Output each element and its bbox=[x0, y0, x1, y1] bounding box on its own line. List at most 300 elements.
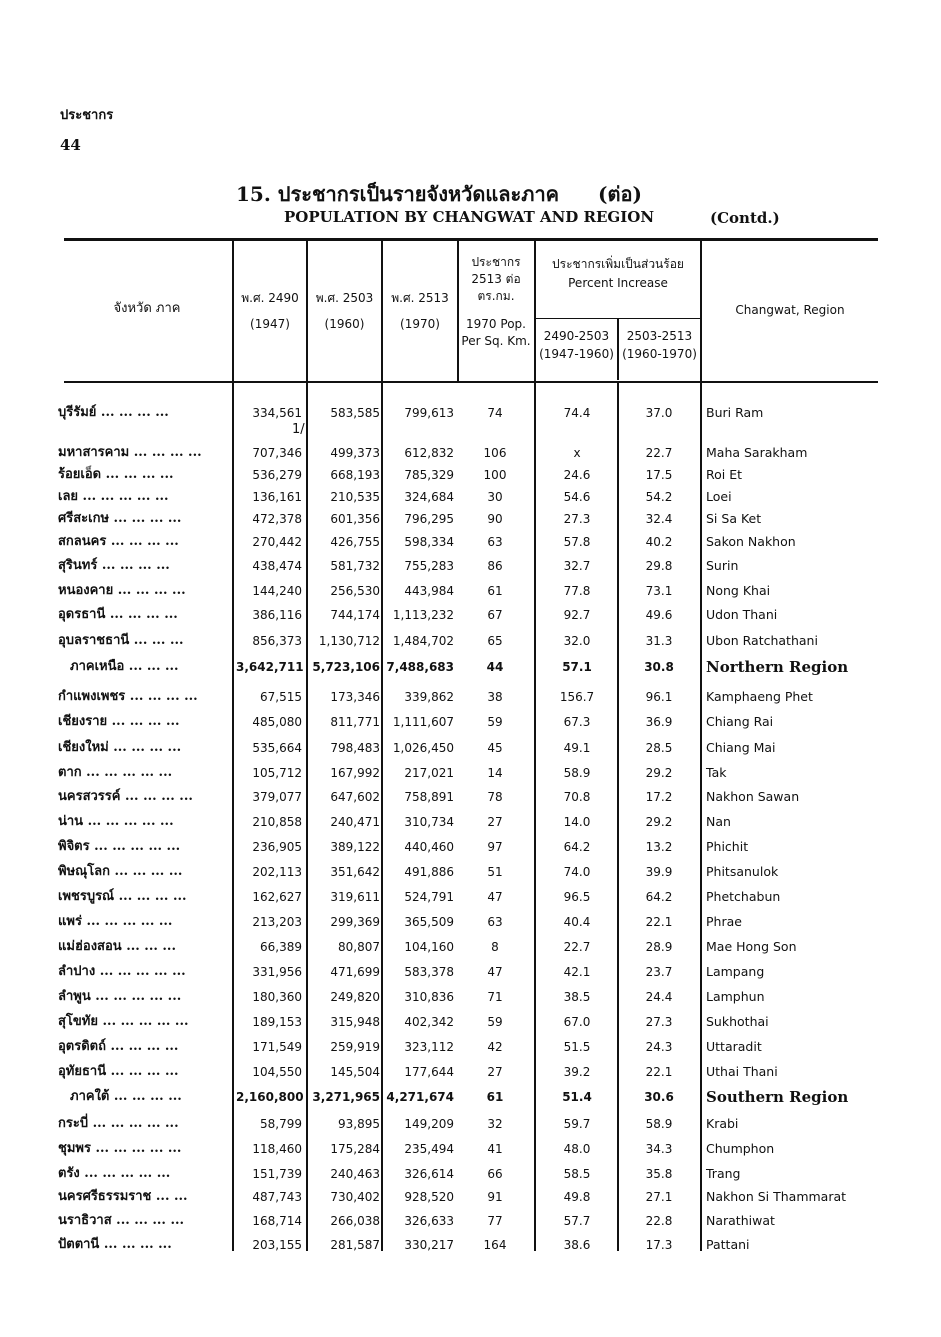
density-1970: 51 bbox=[487, 865, 503, 879]
population-1970: 326,633 bbox=[404, 1214, 454, 1228]
province-name-thai: พิษณุโลก ... ... ... ... bbox=[58, 864, 183, 879]
table-title-thai bbox=[236, 178, 559, 210]
increase-1947-1960: 49.8 bbox=[563, 1190, 591, 1204]
increase-1947-1960: 57.8 bbox=[563, 535, 591, 549]
table-row bbox=[0, 464, 941, 486]
changwat-name: Chiang Rai bbox=[706, 714, 774, 729]
table-row bbox=[0, 1234, 941, 1256]
increase-1960-1970: 64.2 bbox=[645, 890, 673, 904]
table-row bbox=[0, 442, 941, 464]
population-1947: 168,714 bbox=[252, 1214, 302, 1228]
population-1960: 811,771 bbox=[330, 715, 380, 729]
increase-1947-1960: 74.4 bbox=[563, 406, 591, 420]
density-1970: 61 bbox=[486, 1090, 504, 1104]
increase-1960-1970: 30.8 bbox=[644, 660, 674, 674]
increase-1947-1960: 70.8 bbox=[563, 790, 591, 804]
population-1960: 583,585 bbox=[330, 406, 380, 420]
population-1970: 330,217 bbox=[404, 1238, 454, 1252]
increase-1947-1960: 57.7 bbox=[563, 1214, 591, 1228]
changwat-name: Tak bbox=[706, 765, 727, 780]
population-1970: 323,112 bbox=[404, 1040, 454, 1054]
population-1947: 331,956 bbox=[252, 965, 302, 979]
population-1970: 1,111,607 bbox=[392, 715, 454, 729]
header-density-thai: ประชากร 2513 ต่อ ตร.กม. bbox=[471, 255, 521, 303]
header-inc1-thai: 2490-2503 bbox=[543, 329, 610, 343]
increase-1947-1960: 156.7 bbox=[559, 690, 595, 704]
population-1947: 213,203 bbox=[252, 915, 302, 929]
population-1947: 66,389 bbox=[260, 940, 302, 954]
table-row bbox=[0, 861, 941, 883]
population-1947: 144,240 bbox=[252, 584, 302, 598]
density-1970: 106 bbox=[483, 446, 507, 460]
province-name-thai: อุบลราชธานี ... ... ... bbox=[58, 633, 184, 648]
header-1970-eng: (1970) bbox=[400, 317, 440, 331]
table-row bbox=[0, 762, 941, 784]
changwat-name: Narathiwat bbox=[706, 1213, 775, 1228]
increase-1947-1960: 39.2 bbox=[563, 1065, 591, 1079]
population-1970: 104,160 bbox=[404, 940, 454, 954]
table-row bbox=[0, 555, 941, 577]
increase-1947-1960: 57.1 bbox=[562, 660, 592, 674]
increase-1960-1970: 32.4 bbox=[645, 512, 673, 526]
increase-1960-1970: 49.6 bbox=[645, 608, 673, 622]
population-1947: 202,113 bbox=[252, 865, 302, 879]
increase-1960-1970: 17.3 bbox=[645, 1238, 673, 1252]
population-1947: 180,360 bbox=[252, 990, 302, 1004]
population-1960: 319,611 bbox=[330, 890, 380, 904]
increase-1947-1960: 38.6 bbox=[563, 1238, 591, 1252]
increase-1960-1970: 28.9 bbox=[645, 940, 673, 954]
population-1970: 217,021 bbox=[404, 766, 454, 780]
population-1960: 240,471 bbox=[330, 815, 380, 829]
population-1960: 581,732 bbox=[330, 559, 380, 573]
table-header-rule bbox=[64, 381, 878, 383]
header-inc1-eng: (1947-1960) bbox=[539, 347, 614, 361]
population-1970: 443,984 bbox=[404, 584, 454, 598]
increase-1960-1970: 17.2 bbox=[645, 790, 673, 804]
density-1970: 44 bbox=[486, 660, 504, 674]
province-name-thai: ลำพูน ... ... ... ... ... bbox=[58, 989, 182, 1004]
increase-1947-1960: 96.5 bbox=[563, 890, 591, 904]
province-name-thai: เชียงใหม่ ... ... ... ... bbox=[58, 740, 182, 755]
population-1960: 426,755 bbox=[330, 535, 380, 549]
population-1960: 5,723,106 bbox=[312, 660, 380, 674]
changwat-name: Phetchabun bbox=[706, 889, 781, 904]
header-1947-eng: (1947) bbox=[250, 317, 290, 331]
table-row bbox=[0, 630, 941, 652]
population-1970: 755,283 bbox=[404, 559, 454, 573]
table-row bbox=[0, 911, 941, 933]
changwat-name: Mae Hong Son bbox=[706, 939, 797, 954]
increase-1960-1970: 29.8 bbox=[645, 559, 673, 573]
header-inc2-thai: 2503-2513 bbox=[626, 329, 693, 343]
changwat-name: Kamphaeng Phet bbox=[706, 689, 813, 704]
population-1960: 798,483 bbox=[330, 741, 380, 755]
density-1970: 45 bbox=[487, 741, 503, 755]
population-1947: 136,161 bbox=[252, 490, 302, 504]
increase-1960-1970: 28.5 bbox=[645, 741, 673, 755]
population-1970: 1,026,450 bbox=[392, 741, 454, 755]
density-1970: 86 bbox=[487, 559, 503, 573]
population-1970: 928,520 bbox=[404, 1190, 454, 1204]
header-increase-thai: ประชากรเพิ่มเป็นส่วนร้อย bbox=[552, 257, 684, 271]
province-name-thai: ร้อยเอ็ด ... ... ... ... bbox=[58, 467, 174, 482]
population-1947: 105,712 bbox=[252, 766, 302, 780]
province-name-thai: ศรีสะเกษ ... ... ... ... bbox=[58, 511, 182, 526]
increase-1960-1970: 17.5 bbox=[645, 468, 673, 482]
population-1960: 499,373 bbox=[330, 446, 380, 460]
population-1970: 4,271,674 bbox=[386, 1090, 454, 1104]
population-1960: 647,602 bbox=[330, 790, 380, 804]
population-1960: 266,038 bbox=[330, 1214, 380, 1228]
population-1960: 173,346 bbox=[330, 690, 380, 704]
population-1970: 524,791 bbox=[404, 890, 454, 904]
increase-1947-1960: 59.7 bbox=[563, 1117, 591, 1131]
density-1970: 47 bbox=[487, 890, 503, 904]
population-1947: 162,627 bbox=[252, 890, 302, 904]
table-top-rule bbox=[64, 238, 878, 241]
province-name-thai: ตาก ... ... ... ... ... bbox=[58, 765, 173, 780]
header-1947-thai: พ.ศ. 2490 bbox=[241, 291, 299, 305]
population-1960: 256,530 bbox=[330, 584, 380, 598]
table-row bbox=[0, 1113, 941, 1135]
population-1960: 259,919 bbox=[330, 1040, 380, 1054]
increase-1960-1970: 30.6 bbox=[644, 1090, 674, 1104]
density-1970: 63 bbox=[487, 915, 503, 929]
population-1960: 145,504 bbox=[330, 1065, 380, 1079]
population-1947: 438,474 bbox=[252, 559, 302, 573]
population-1947: 487,743 bbox=[252, 1190, 302, 1204]
density-1970: 77 bbox=[487, 1214, 503, 1228]
population-1960: 93,895 bbox=[338, 1117, 380, 1131]
density-1970: 59 bbox=[487, 1015, 503, 1029]
increase-1947-1960: 64.2 bbox=[563, 840, 591, 854]
population-1970: 310,836 bbox=[404, 990, 454, 1004]
increase-1960-1970: 24.4 bbox=[645, 990, 673, 1004]
increase-1947-1960: 14.0 bbox=[563, 815, 591, 829]
province-name-thai: นราธิวาส ... ... ... ... bbox=[58, 1213, 185, 1228]
table-title-english: POPULATION BY CHANGWAT AND REGION bbox=[284, 208, 655, 226]
table-number: 15. bbox=[236, 182, 271, 206]
province-name-thai: แพร่ ... ... ... ... ... bbox=[58, 914, 173, 929]
table-title-contd: (Contd.) bbox=[710, 209, 780, 227]
changwat-name: Chumphon bbox=[706, 1141, 775, 1156]
province-name-thai: ลำปาง ... ... ... ... ... bbox=[58, 964, 186, 979]
increase-1947-1960: 32.7 bbox=[563, 559, 591, 573]
province-name-thai: เลย ... ... ... ... ... bbox=[58, 489, 169, 504]
increase-1960-1970: 39.9 bbox=[645, 865, 673, 879]
population-1947: 707,346 bbox=[252, 446, 302, 460]
increase-1960-1970: 34.3 bbox=[645, 1142, 673, 1156]
changwat-name: Phrae bbox=[706, 914, 742, 929]
increase-1947-1960: 54.6 bbox=[563, 490, 591, 504]
province-name-thai: ชุมพร ... ... ... ... ... bbox=[58, 1141, 182, 1156]
header-changwat: Changwat, Region bbox=[735, 303, 845, 317]
increase-1960-1970: 31.3 bbox=[645, 634, 673, 648]
population-1970: 177,644 bbox=[404, 1065, 454, 1079]
population-1947: 151,739 bbox=[252, 1167, 302, 1181]
footnote-mark: 1/ bbox=[292, 422, 305, 437]
table-row bbox=[0, 1163, 941, 1185]
header-increase-eng: Percent Increase bbox=[568, 276, 668, 290]
population-1947: 485,080 bbox=[252, 715, 302, 729]
changwat-name: Nong Khai bbox=[706, 583, 771, 598]
changwat-name: Nan bbox=[706, 814, 731, 829]
increase-1947-1960: 58.5 bbox=[563, 1167, 591, 1181]
table-row bbox=[0, 811, 941, 833]
province-name-thai: ภาคเหนือ ... ... ... bbox=[70, 659, 179, 674]
population-1960: 668,193 bbox=[330, 468, 380, 482]
population-1947: 58,799 bbox=[260, 1117, 302, 1131]
population-1970: 339,862 bbox=[404, 690, 454, 704]
density-1970: 65 bbox=[487, 634, 503, 648]
increase-1947-1960: 67.3 bbox=[563, 715, 591, 729]
population-1947: 386,116 bbox=[252, 608, 302, 622]
population-1960: 210,535 bbox=[330, 490, 380, 504]
population-1947: 203,155 bbox=[252, 1238, 302, 1252]
province-name-thai: อุทัยธานี ... ... ... ... bbox=[58, 1064, 179, 1079]
density-1970: 67 bbox=[487, 608, 503, 622]
density-1970: 42 bbox=[487, 1040, 503, 1054]
table-row bbox=[0, 508, 941, 530]
page-section-label: ประชากร bbox=[60, 108, 114, 123]
population-1947: 189,153 bbox=[252, 1015, 302, 1029]
density-1970: 59 bbox=[487, 715, 503, 729]
changwat-name: Udon Thani bbox=[706, 607, 778, 622]
table-row bbox=[0, 531, 941, 553]
population-1970: 758,891 bbox=[404, 790, 454, 804]
header-1970-thai: พ.ศ. 2513 bbox=[391, 291, 449, 305]
population-1970: 324,684 bbox=[404, 490, 454, 504]
increase-1947-1960: 32.0 bbox=[563, 634, 591, 648]
population-1970: 491,886 bbox=[404, 865, 454, 879]
density-1970: 100 bbox=[483, 468, 507, 482]
table-row bbox=[0, 1210, 941, 1232]
changwat-name: Krabi bbox=[706, 1116, 739, 1131]
density-1970: 27 bbox=[487, 1065, 503, 1079]
province-name-thai: ปัตตานี ... ... ... ... bbox=[58, 1237, 172, 1252]
population-1970: 1,113,232 bbox=[392, 608, 454, 622]
increase-1947-1960: 24.6 bbox=[563, 468, 591, 482]
population-1960: 601,356 bbox=[330, 512, 380, 526]
changwat-name: Northern Region bbox=[706, 658, 849, 676]
changwat-name: Chiang Mai bbox=[706, 740, 776, 755]
changwat-name: Phichit bbox=[706, 839, 749, 854]
increase-1947-1960: 92.7 bbox=[563, 608, 591, 622]
population-1970: 310,734 bbox=[404, 815, 454, 829]
changwat-name: Lamphun bbox=[706, 989, 765, 1004]
table-row bbox=[0, 961, 941, 983]
increase-1947-1960: 51.4 bbox=[562, 1090, 592, 1104]
population-1960: 744,174 bbox=[330, 608, 380, 622]
increase-1960-1970: 37.0 bbox=[645, 406, 673, 420]
population-1970: 365,509 bbox=[404, 915, 454, 929]
density-1970: 61 bbox=[487, 584, 503, 598]
increase-1960-1970: 29.2 bbox=[645, 815, 673, 829]
table-row bbox=[0, 1186, 941, 1208]
changwat-name: Uthai Thani bbox=[706, 1064, 778, 1079]
header-inc2-eng: (1960-1970) bbox=[622, 347, 697, 361]
table-row bbox=[0, 711, 941, 733]
increase-1947-1960: 38.5 bbox=[563, 990, 591, 1004]
population-1970: 440,460 bbox=[404, 840, 454, 854]
header-subdivider bbox=[534, 318, 700, 319]
header-1960-eng: (1960) bbox=[324, 317, 365, 331]
population-1970: 612,832 bbox=[404, 446, 454, 460]
population-1970: 583,378 bbox=[404, 965, 454, 979]
density-1970: 14 bbox=[487, 766, 503, 780]
density-1970: 63 bbox=[487, 535, 503, 549]
header-density-eng: 1970 Pop. Per Sq. Km. bbox=[461, 317, 531, 348]
province-name-thai: พิจิตร ... ... ... ... ... bbox=[58, 839, 181, 854]
population-1970: 7,488,683 bbox=[386, 660, 454, 674]
population-1960: 167,992 bbox=[330, 766, 380, 780]
increase-1960-1970: 54.2 bbox=[645, 490, 673, 504]
province-name-thai: นครศรีธรรมราช ... ... bbox=[58, 1189, 188, 1204]
density-1970: 78 bbox=[487, 790, 503, 804]
table-row bbox=[0, 786, 941, 808]
table-row bbox=[0, 604, 941, 626]
population-1960: 351,642 bbox=[330, 865, 380, 879]
increase-1947-1960: 42.1 bbox=[563, 965, 591, 979]
population-1947: 104,550 bbox=[252, 1065, 302, 1079]
population-1970: 402,342 bbox=[404, 1015, 454, 1029]
population-1970: 799,613 bbox=[404, 406, 454, 420]
density-1970: 66 bbox=[487, 1167, 503, 1181]
table-row bbox=[0, 402, 941, 424]
density-1970: 74 bbox=[487, 406, 503, 420]
increase-1960-1970: 22.1 bbox=[645, 1065, 673, 1079]
province-name-thai: สุโขทัย ... ... ... ... ... bbox=[58, 1014, 189, 1029]
province-name-thai: ภาคใต้ ... ... ... ... bbox=[70, 1089, 182, 1104]
increase-1960-1970: 22.1 bbox=[645, 915, 673, 929]
table-row bbox=[0, 737, 941, 759]
table-title-thai-contd: (ต่อ) bbox=[598, 182, 642, 206]
changwat-name: Roi Et bbox=[706, 467, 743, 482]
table-row bbox=[0, 1061, 941, 1083]
table-row bbox=[0, 936, 941, 958]
population-1947: 856,373 bbox=[252, 634, 302, 648]
increase-1960-1970: 96.1 bbox=[645, 690, 673, 704]
region-row bbox=[0, 1086, 941, 1108]
increase-1960-1970: 22.8 bbox=[645, 1214, 673, 1228]
changwat-name: Trang bbox=[706, 1166, 741, 1181]
table-row bbox=[0, 986, 941, 1008]
changwat-name: Ubon Ratchathani bbox=[706, 633, 818, 648]
increase-1960-1970: 58.9 bbox=[645, 1117, 673, 1131]
table-row bbox=[0, 886, 941, 908]
population-1947: 379,077 bbox=[252, 790, 302, 804]
population-1947: 535,664 bbox=[252, 741, 302, 755]
changwat-name: Maha Sarakham bbox=[706, 445, 808, 460]
table-row bbox=[0, 580, 941, 602]
increase-1947-1960: x bbox=[573, 446, 581, 460]
increase-1960-1970: 73.1 bbox=[645, 584, 673, 598]
province-name-thai: หนองคาย ... ... ... ... bbox=[58, 583, 186, 598]
population-1960: 80,807 bbox=[338, 940, 380, 954]
population-1947: 67,515 bbox=[260, 690, 302, 704]
changwat-name: Pattani bbox=[706, 1237, 750, 1252]
increase-1947-1960: 51.5 bbox=[563, 1040, 591, 1054]
density-1970: 30 bbox=[487, 490, 503, 504]
population-1970: 1,484,702 bbox=[392, 634, 454, 648]
population-1947: 171,549 bbox=[252, 1040, 302, 1054]
population-1970: 796,295 bbox=[404, 512, 454, 526]
increase-1960-1970: 35.8 bbox=[645, 1167, 673, 1181]
table-row bbox=[0, 836, 941, 858]
population-1947: 334,561 bbox=[252, 406, 302, 420]
density-1970: 41 bbox=[487, 1142, 503, 1156]
province-name-thai: น่าน ... ... ... ... ... bbox=[58, 814, 174, 829]
population-1970: 598,334 bbox=[404, 535, 454, 549]
population-1947: 536,279 bbox=[252, 468, 302, 482]
changwat-name: Nakhon Sawan bbox=[706, 789, 800, 804]
population-1947: 118,460 bbox=[252, 1142, 302, 1156]
density-1970: 90 bbox=[487, 512, 503, 526]
table-row bbox=[0, 686, 941, 708]
table-row bbox=[0, 486, 941, 508]
changwat-name: Loei bbox=[706, 489, 732, 504]
increase-1960-1970: 27.1 bbox=[645, 1190, 673, 1204]
density-1970: 71 bbox=[487, 990, 503, 1004]
density-1970: 47 bbox=[487, 965, 503, 979]
population-1960: 3,271,965 bbox=[312, 1090, 380, 1104]
increase-1960-1970: 36.9 bbox=[645, 715, 673, 729]
increase-1960-1970: 24.3 bbox=[645, 1040, 673, 1054]
province-name-thai: เชียงราย ... ... ... ... bbox=[58, 714, 180, 729]
population-1970: 149,209 bbox=[404, 1117, 454, 1131]
table-row bbox=[0, 1138, 941, 1160]
increase-1947-1960: 74.0 bbox=[563, 865, 591, 879]
province-name-thai: กำแพงเพชร ... ... ... ... bbox=[58, 689, 198, 704]
table-row bbox=[0, 1011, 941, 1033]
province-name-thai: ตรัง ... ... ... ... ... bbox=[58, 1166, 171, 1181]
increase-1960-1970: 29.2 bbox=[645, 766, 673, 780]
population-1960: 299,369 bbox=[330, 915, 380, 929]
increase-1960-1970: 23.7 bbox=[645, 965, 673, 979]
table-title-thai-text: ประชากรเป็นรายจังหวัดและภาค bbox=[277, 182, 560, 206]
page-number: 44 bbox=[60, 136, 81, 154]
changwat-name: Sukhothai bbox=[706, 1014, 769, 1029]
population-1970: 785,329 bbox=[404, 468, 454, 482]
population-1970: 235,494 bbox=[404, 1142, 454, 1156]
population-1960: 175,284 bbox=[330, 1142, 380, 1156]
changwat-name: Nakhon Si Thammarat bbox=[706, 1189, 847, 1204]
region-row bbox=[0, 656, 941, 678]
changwat-name: Buri Ram bbox=[706, 405, 764, 420]
header-1960-thai: พ.ศ. 2503 bbox=[315, 291, 374, 305]
population-1947: 270,442 bbox=[252, 535, 302, 549]
province-name-thai: เพชรบูรณ์ ... ... ... ... bbox=[58, 889, 187, 904]
increase-1947-1960: 67.0 bbox=[563, 1015, 591, 1029]
changwat-name: Si Sa Ket bbox=[706, 511, 762, 526]
province-name-thai: บุรีรัมย์ ... ... ... ... bbox=[58, 405, 169, 420]
population-1960: 281,587 bbox=[330, 1238, 380, 1252]
increase-1960-1970: 13.2 bbox=[645, 840, 673, 854]
population-1947: 472,378 bbox=[252, 512, 302, 526]
population-1947: 236,905 bbox=[252, 840, 302, 854]
population-1960: 315,948 bbox=[330, 1015, 380, 1029]
population-1947: 3,642,711 bbox=[236, 660, 304, 674]
province-name-thai: นครสวรรค์ ... ... ... ... bbox=[58, 789, 193, 804]
province-name-thai: อุตรดิตถ์ ... ... ... ... bbox=[58, 1039, 179, 1054]
changwat-name: Surin bbox=[706, 558, 739, 573]
density-1970: 27 bbox=[487, 815, 503, 829]
increase-1947-1960: 49.1 bbox=[563, 741, 591, 755]
changwat-name: Southern Region bbox=[706, 1088, 849, 1106]
changwat-name: Phitsanulok bbox=[706, 864, 779, 879]
population-1960: 730,402 bbox=[330, 1190, 380, 1204]
